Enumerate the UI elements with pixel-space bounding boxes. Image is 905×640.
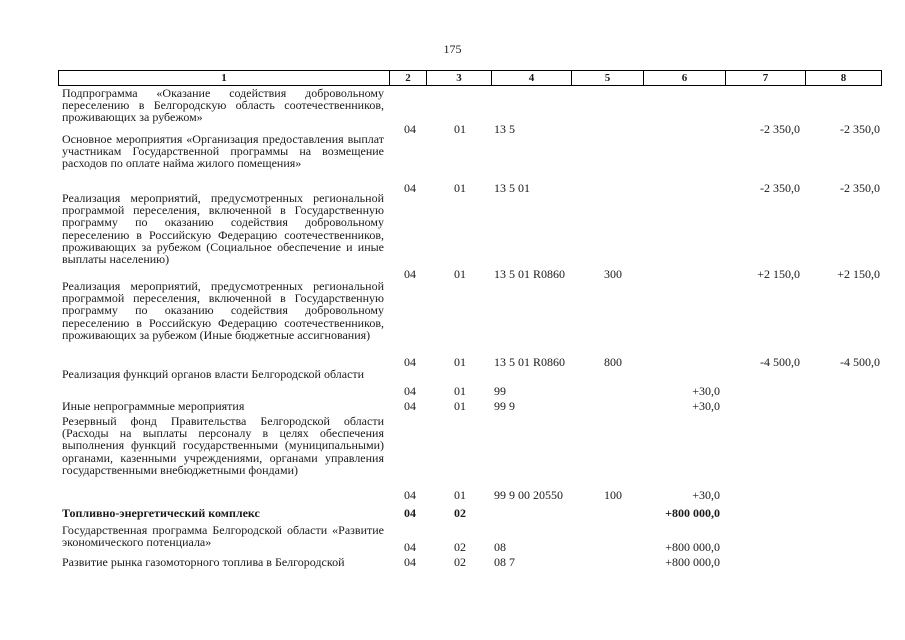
row-value-col7: +2 150,0 bbox=[757, 267, 800, 281]
row-value-col6: +30,0 bbox=[692, 399, 720, 413]
header-col-5: 5 bbox=[572, 71, 644, 85]
header-col-1: 1 bbox=[59, 71, 390, 85]
row-description: Реализация функций органов власти Белгородской области bbox=[62, 367, 365, 381]
row-description: Подпрограмма «Оказание содействия добровольному переселению в Белгородскую область соотечественников, проживающих за рубежом» bbox=[62, 86, 384, 125]
row-description: Развитие рынка газомоторного топлива в Белгородской bbox=[62, 555, 345, 569]
row-subsection: 01 bbox=[454, 181, 466, 195]
row-value-col8: -4 500,0 bbox=[840, 355, 880, 369]
row-value-col8: +2 150,0 bbox=[837, 267, 880, 281]
row-value-col6: +30,0 bbox=[692, 488, 720, 502]
row-description: Иные непрограммные мероприятия bbox=[62, 399, 245, 413]
row-target-code: 08 7 bbox=[494, 555, 515, 569]
row-section: 04 bbox=[404, 122, 416, 136]
row-value-col6: +30,0 bbox=[692, 384, 720, 398]
header-col-4: 4 bbox=[492, 71, 572, 85]
row-description: Реализация мероприятий, предусмотренных региональной программой переселения, включенной в Государственную программу по оказанию содействия добровольному переселению в Российскую Федерацию соотечественников, проживающих за рубежом (Социальное обеспечение и иные выплаты населению) bbox=[62, 191, 384, 267]
row-section: 04 bbox=[404, 399, 416, 413]
row-target-code: 13 5 01 R0860 bbox=[494, 267, 566, 281]
row-expense-type: 100 bbox=[604, 488, 622, 502]
row-section: 04 bbox=[404, 555, 416, 569]
row-expense-type: 800 bbox=[604, 355, 622, 369]
row-target-code: 99 9 00 20550 bbox=[494, 488, 563, 502]
row-section: 04 bbox=[404, 540, 416, 554]
row-value-col8: -2 350,0 bbox=[840, 122, 880, 136]
row-section: 04 bbox=[404, 488, 416, 502]
row-subsection: 01 bbox=[454, 355, 466, 369]
row-target-code: 99 9 bbox=[494, 399, 515, 413]
row-subsection: 02 bbox=[454, 540, 466, 554]
row-subsection: 02 bbox=[454, 555, 466, 569]
header-col-3: 3 bbox=[427, 71, 492, 85]
row-section: 04 bbox=[404, 506, 416, 520]
row-subsection: 01 bbox=[454, 267, 466, 281]
row-description: Государственная программа Белгородской области «Развитие экономического потенциала» bbox=[62, 523, 384, 550]
row-description: Топливно-энергетический комплекс bbox=[62, 506, 260, 520]
row-value-col6: +800 000,0 bbox=[665, 506, 720, 520]
page-number: 175 bbox=[443, 42, 462, 56]
header-col-6: 6 bbox=[644, 71, 726, 85]
row-subsection: 01 bbox=[454, 488, 466, 502]
row-section: 04 bbox=[404, 181, 416, 195]
row-section: 04 bbox=[404, 384, 416, 398]
row-target-code: 13 5 01 R0860 bbox=[494, 355, 566, 369]
row-subsection: 01 bbox=[454, 399, 466, 413]
header-col-8: 8 bbox=[840, 72, 847, 84]
row-section: 04 bbox=[404, 267, 416, 281]
row-value-col6: +800 000,0 bbox=[665, 540, 720, 554]
row-subsection: 01 bbox=[454, 122, 466, 136]
row-subsection: 01 bbox=[454, 384, 466, 398]
row-target-code: 13 5 bbox=[494, 122, 515, 136]
row-subsection: 02 bbox=[454, 506, 466, 520]
header-col-2: 2 bbox=[390, 71, 427, 85]
row-value-col7: -4 500,0 bbox=[760, 355, 800, 369]
row-target-code: 99 bbox=[494, 384, 506, 398]
row-description: Реализация мероприятий, предусмотренных региональной программой переселения, включенной в Государственную программу по оказанию содействия добровольному переселению в Российскую Федерацию соотечественников, проживающих за рубежом (Иные бюджетные ассигнования) bbox=[62, 279, 384, 342]
row-description: Резервный фонд Правительства Белгородской области (Расходы на выплаты персоналу в целях обеспечения выполнения функций государственными (муниципальными) органами, казенными учреждениями, органами управления государственными внебюджетными фондами) bbox=[62, 414, 384, 477]
row-value-col7: -2 350,0 bbox=[760, 181, 800, 195]
table-header bbox=[58, 70, 882, 86]
row-target-code: 13 5 01 bbox=[494, 181, 530, 195]
row-description: Основное мероприятия «Организация предоставления выплат участникам Государственной программы на возмещение расходов по оплате найма жилого помещения» bbox=[62, 132, 384, 171]
row-value-col6: +800 000,0 bbox=[665, 555, 720, 569]
row-section: 04 bbox=[404, 355, 416, 369]
row-value-col7: -2 350,0 bbox=[760, 122, 800, 136]
row-value-col8: -2 350,0 bbox=[840, 181, 880, 195]
row-expense-type: 300 bbox=[604, 267, 622, 281]
header-col-7: 7 bbox=[726, 71, 806, 85]
row-target-code: 08 bbox=[494, 540, 506, 554]
